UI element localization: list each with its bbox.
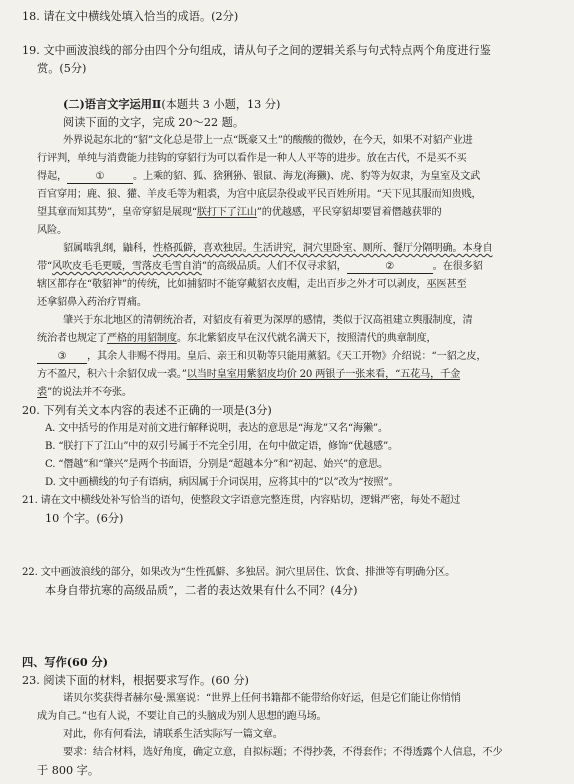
question-22-line-1: 22. 文中画波浪线的部分，如果改为“生性孤僻、多独居。洞穴里居住、饮食、排泄等有明确分区。 [22, 567, 456, 578]
material-line-1: 诺贝尔奖获得者赫尔曼·黑塞说：“世界上任何书籍都不能带给你好运，但是它们能让你悄悄 [63, 693, 461, 704]
question-19-line-2: 赏。(5分) [37, 62, 87, 75]
blank-1[interactable]: ① [67, 170, 133, 184]
section-2-note: (本题共 3 小题，13 分) [161, 98, 281, 111]
passage-p1-line-3: 得起， ① 。上乘的貂、狐、猞猁狲、银鼠、海龙(海獭)、虎、豹等为奴隶，为皇室及文武 [37, 171, 481, 182]
passage-p3-line-2: 统治者也规定了严格的用貂制度。东北紫貂皮早在汉代就名满天下，按照清代的典章制度， [37, 333, 437, 344]
passage-p1-line-2: 行评判，单纯与消费能力挂钩的穿貂行为可以看作是一种人人平等的进步。放在古代，不是买不买 [37, 153, 467, 164]
blank-3[interactable]: ③ [37, 350, 87, 364]
question-20-stem: 20. 下列有关文本内容的表述不正确的一项是(3分) [22, 404, 272, 417]
question-23-stem: 23. 阅读下面的材料，根据要求写作。(60 分) [22, 674, 249, 687]
option-b[interactable]: B. “朕打下了江山”中的双引号属于不完全引用，在句中做定语，修饰“优越感”。 [45, 441, 398, 452]
passage-p1-line-5: 望其章而知其势”，皇帝穿貂是展现“朕打下了江山”的优越感，平民穿貂却要冒着僭越获罪的 [37, 207, 442, 218]
passage-p1-line-4: 百官穿用；鹿、狼、獾、羊皮毛等为粗裘，为宫中底层杂役或平民百姓所用。“天下见其服而知贵贱， [37, 189, 482, 200]
passage-p3-line-1: 肇兴于东北地区的清朝统治者，对貂皮有着更为深厚的感情，类似于汉高祖建立舆服制度，清 [63, 315, 473, 326]
option-d[interactable]: D. 文中画横线的句子有语病，病因属于介词误用，应将其中的“以”改为“按照”。 [45, 477, 399, 488]
wavy-underlined-text: 性格孤僻，喜欢独居。生活讲究，洞穴里卧室、厕所、餐厅分隔明确。本身自 [152, 243, 493, 254]
passage-p2-line-2: 带“风吹皮毛毛更暖，雪落皮毛雪自消”的高级品质。人们不仅寻求貂， ② 。在很多貂 [37, 261, 483, 272]
requirement-line-2: 于 800 字。 [37, 764, 100, 777]
question-21-line-2: 10 个字。(6分) [45, 512, 124, 525]
blank-2[interactable]: ② [347, 260, 433, 274]
underlined-sentence-2: 以当时皇室用紫貂皮均价 20 两银子一张来看，“五花马，千金 [186, 369, 461, 380]
section-4-title: 四、写作(60 分) [22, 655, 108, 669]
question-22-line-2: 本身自带抗寒的高级品质”，二者的表达效果有什么不同？(4分) [45, 584, 358, 597]
material-line-2: 成为自己。”也有人说，不要让自己的头脑成为别人思想的跑马场。 [37, 711, 327, 722]
passage-p1-line-6: 风险。 [37, 225, 67, 236]
passage-p3-line-4: 方不盈尺，积六十余貂仅成一裘。”以当时皇室用紫貂皮均价 20 两银子一张来看，“五花马，千金 [37, 369, 461, 380]
section-2-instruction: 阅读下面的文字，完成 20～22 题。 [63, 116, 245, 129]
question-21-line-1: 21. 请在文中横线处补写恰当的语句，使整段文字语意完整连贯，内容贴切，逻辑严密，每处不超过 [22, 495, 461, 506]
passage-p1-line-1: 外界说起东北的“貂”文化总是带上一点“既豪又土”的酸酸的微妙，在今天，如果不对貂产业进 [63, 135, 473, 146]
question-18: 18. 请在文中横线处填入恰当的成语。(2分) [22, 10, 239, 23]
quoted-phrase: 朕打下了江山 [196, 207, 257, 218]
passage-p3-line-5: 裘”的说法并不夸张。 [37, 387, 132, 398]
underlined-sentence: 严格的用貂制度 [106, 333, 177, 344]
passage-p3-line-3: ③ ，其余人非赐不得用。皇后、亲王和贝勒等只能用薰貂。《天工开物》介绍说：“一貂之皮， [37, 350, 486, 364]
passage-p2-line-4: 还拿貂鼻入药治疗胃痛。 [37, 297, 147, 308]
passage-p2-line-1: 貂属啮乳纲，鼬科，性格孤僻，喜欢独居。生活讲究，洞穴里卧室、厕所、餐厅分隔明确。本身自 [63, 243, 493, 254]
question-19-line-1: 19. 文中画波浪线的部分由四个分句组成，请从句子之间的逻辑关系与句式特点两个角度进行鉴 [22, 44, 491, 57]
material-line-3: 对此，你有何看法，请联系生活实际写一篇文章。 [63, 729, 283, 740]
passage-p2-line-3: 辖区都存在“敬貂神”的传统，比如捕貂时不能穿戴貂衣皮帽，走出百步之外才可以剥皮，巫医甚至 [37, 279, 467, 290]
section-2-heading [63, 98, 280, 111]
wavy-underlined-text-2: 风吹皮毛毛更暖，雪落皮毛雪自消 [52, 261, 202, 272]
option-a[interactable]: A. 文中括号的作用是对前文进行解释说明，表达的意思是“海龙”又名“海獭”。 [45, 423, 388, 434]
section-2-title: (二)语言文字运用Ⅱ [63, 97, 162, 111]
requirement-line-1: 要求：结合材料，选好角度，确定立意，自拟标题；不得抄袭，不得套作；不得透露个人信息，不少 [63, 747, 503, 758]
option-c[interactable]: C. “僭越”和“肇兴”是两个书面语，分别是“超越本分”和“初起、始兴”的意思。 [45, 459, 389, 470]
